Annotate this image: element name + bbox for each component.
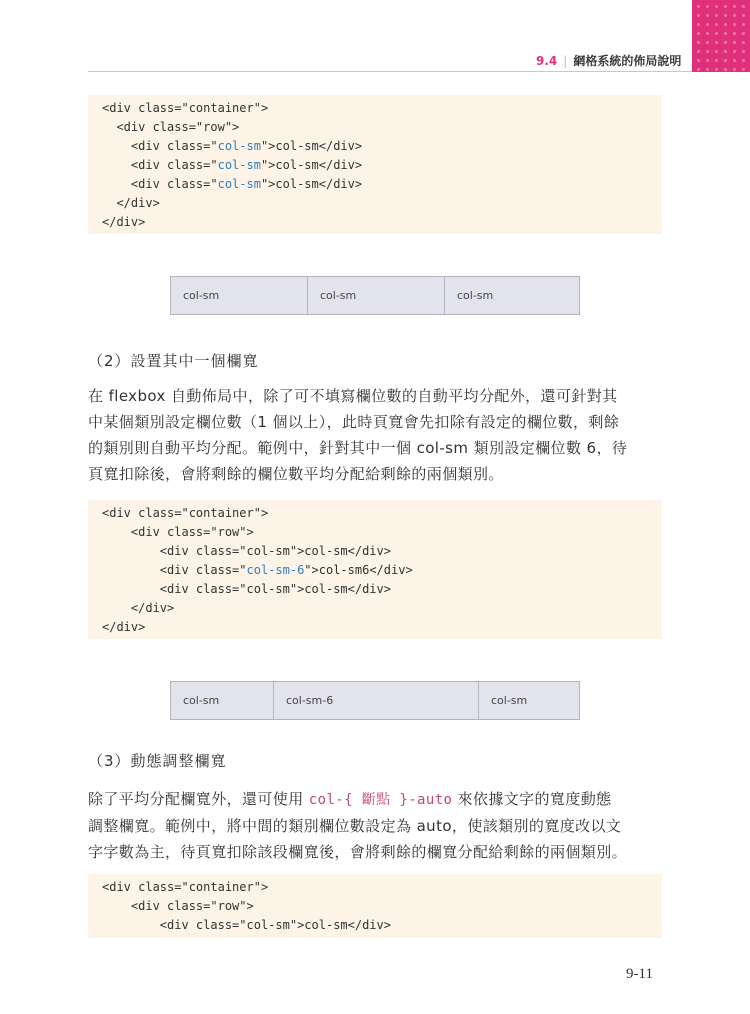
code-line: </div> [102,601,175,615]
paragraph-line: 頁寬扣除後，會將剩餘的欄位數平均分配給剩餘的兩個類別。 [88,465,504,483]
code-block-2 [88,500,662,639]
code-block-3 [88,874,662,938]
grid-cell: col-sm [171,682,274,719]
code-line: <div class="col-sm">col-sm</div> [102,158,363,172]
code-line: <div class="col-sm">col-sm</div> [102,918,391,932]
grid-cell: col-sm [491,694,528,707]
paragraph-line: 除了平均分配欄寬外，還可使用 col-{ 斷點 }-auto 來依據文字的寬度動態 [88,790,612,808]
code-line: <div class="container"> [102,101,269,115]
code-line: <div class="col-sm">col-sm</div> [102,544,391,558]
section-number: 9.4 [536,54,558,68]
code-line: <div class="row"> [102,120,240,134]
code-line: <div class="row"> [102,899,254,913]
code-line: <div class="row"> [102,525,254,539]
section-title: 網格系統的佈局說明 [573,54,682,68]
paragraph-line: 的類別則自動平均分配。範例中，針對其中一個 col-sm 類別設定欄位數 6，待 [88,439,628,457]
grid-cell: col-sm [308,277,445,314]
grid-demo-1 [170,276,580,315]
section-heading-2: （2）設置其中一個欄寬 [88,352,259,370]
grid-cell: col-sm [457,289,494,302]
code-line: <div class="col-sm">col-sm</div> [102,139,363,153]
paragraph-2 [88,383,664,487]
grid-cell: col-sm [171,277,308,314]
paragraph-line: 字字數為主，待頁寬扣除該段欄寬後，會將剩餘的欄寬分配給剩餘的兩個類別。 [88,843,628,861]
paragraph-line: 在 flexbox 自動佈局中，除了可不填寫欄位數的自動平均分配外，還可針對其 [88,387,618,405]
paragraph-line: 中某個類別設定欄位數（1 個以上），此時頁寬會先扣除有設定的欄位數，剩餘 [88,413,620,431]
header-rule [88,71,692,72]
paragraph-line: 調整欄寬。範例中，將中間的類別欄位數設定為 auto，使該類別的寬度改以文 [88,817,622,835]
inline-code: col-{ 斷點 }-auto [308,792,453,808]
section-heading-3: （3）動態調整欄寬 [88,752,227,770]
code-line: </div> [102,215,146,229]
code-line: <div class="container"> [102,880,269,894]
code-line: </div> [102,196,160,210]
code-line: <div class="col-sm">col-sm</div> [102,582,391,596]
running-header [536,52,681,69]
grid-cell: col-sm-6 [274,682,479,719]
code-line: </div> [102,620,146,634]
code-line: <div class="container"> [102,506,269,520]
header-separator: | [563,54,568,68]
code-block-1 [88,95,662,234]
paragraph-3 [88,786,664,865]
chapter-tab-decoration [692,0,750,72]
page-number: 9-11 [626,966,653,982]
grid-demo-2 [170,681,580,720]
code-line: <div class="col-sm-6">col-sm6</div> [102,563,413,577]
code-line: <div class="col-sm">col-sm</div> [102,177,363,191]
